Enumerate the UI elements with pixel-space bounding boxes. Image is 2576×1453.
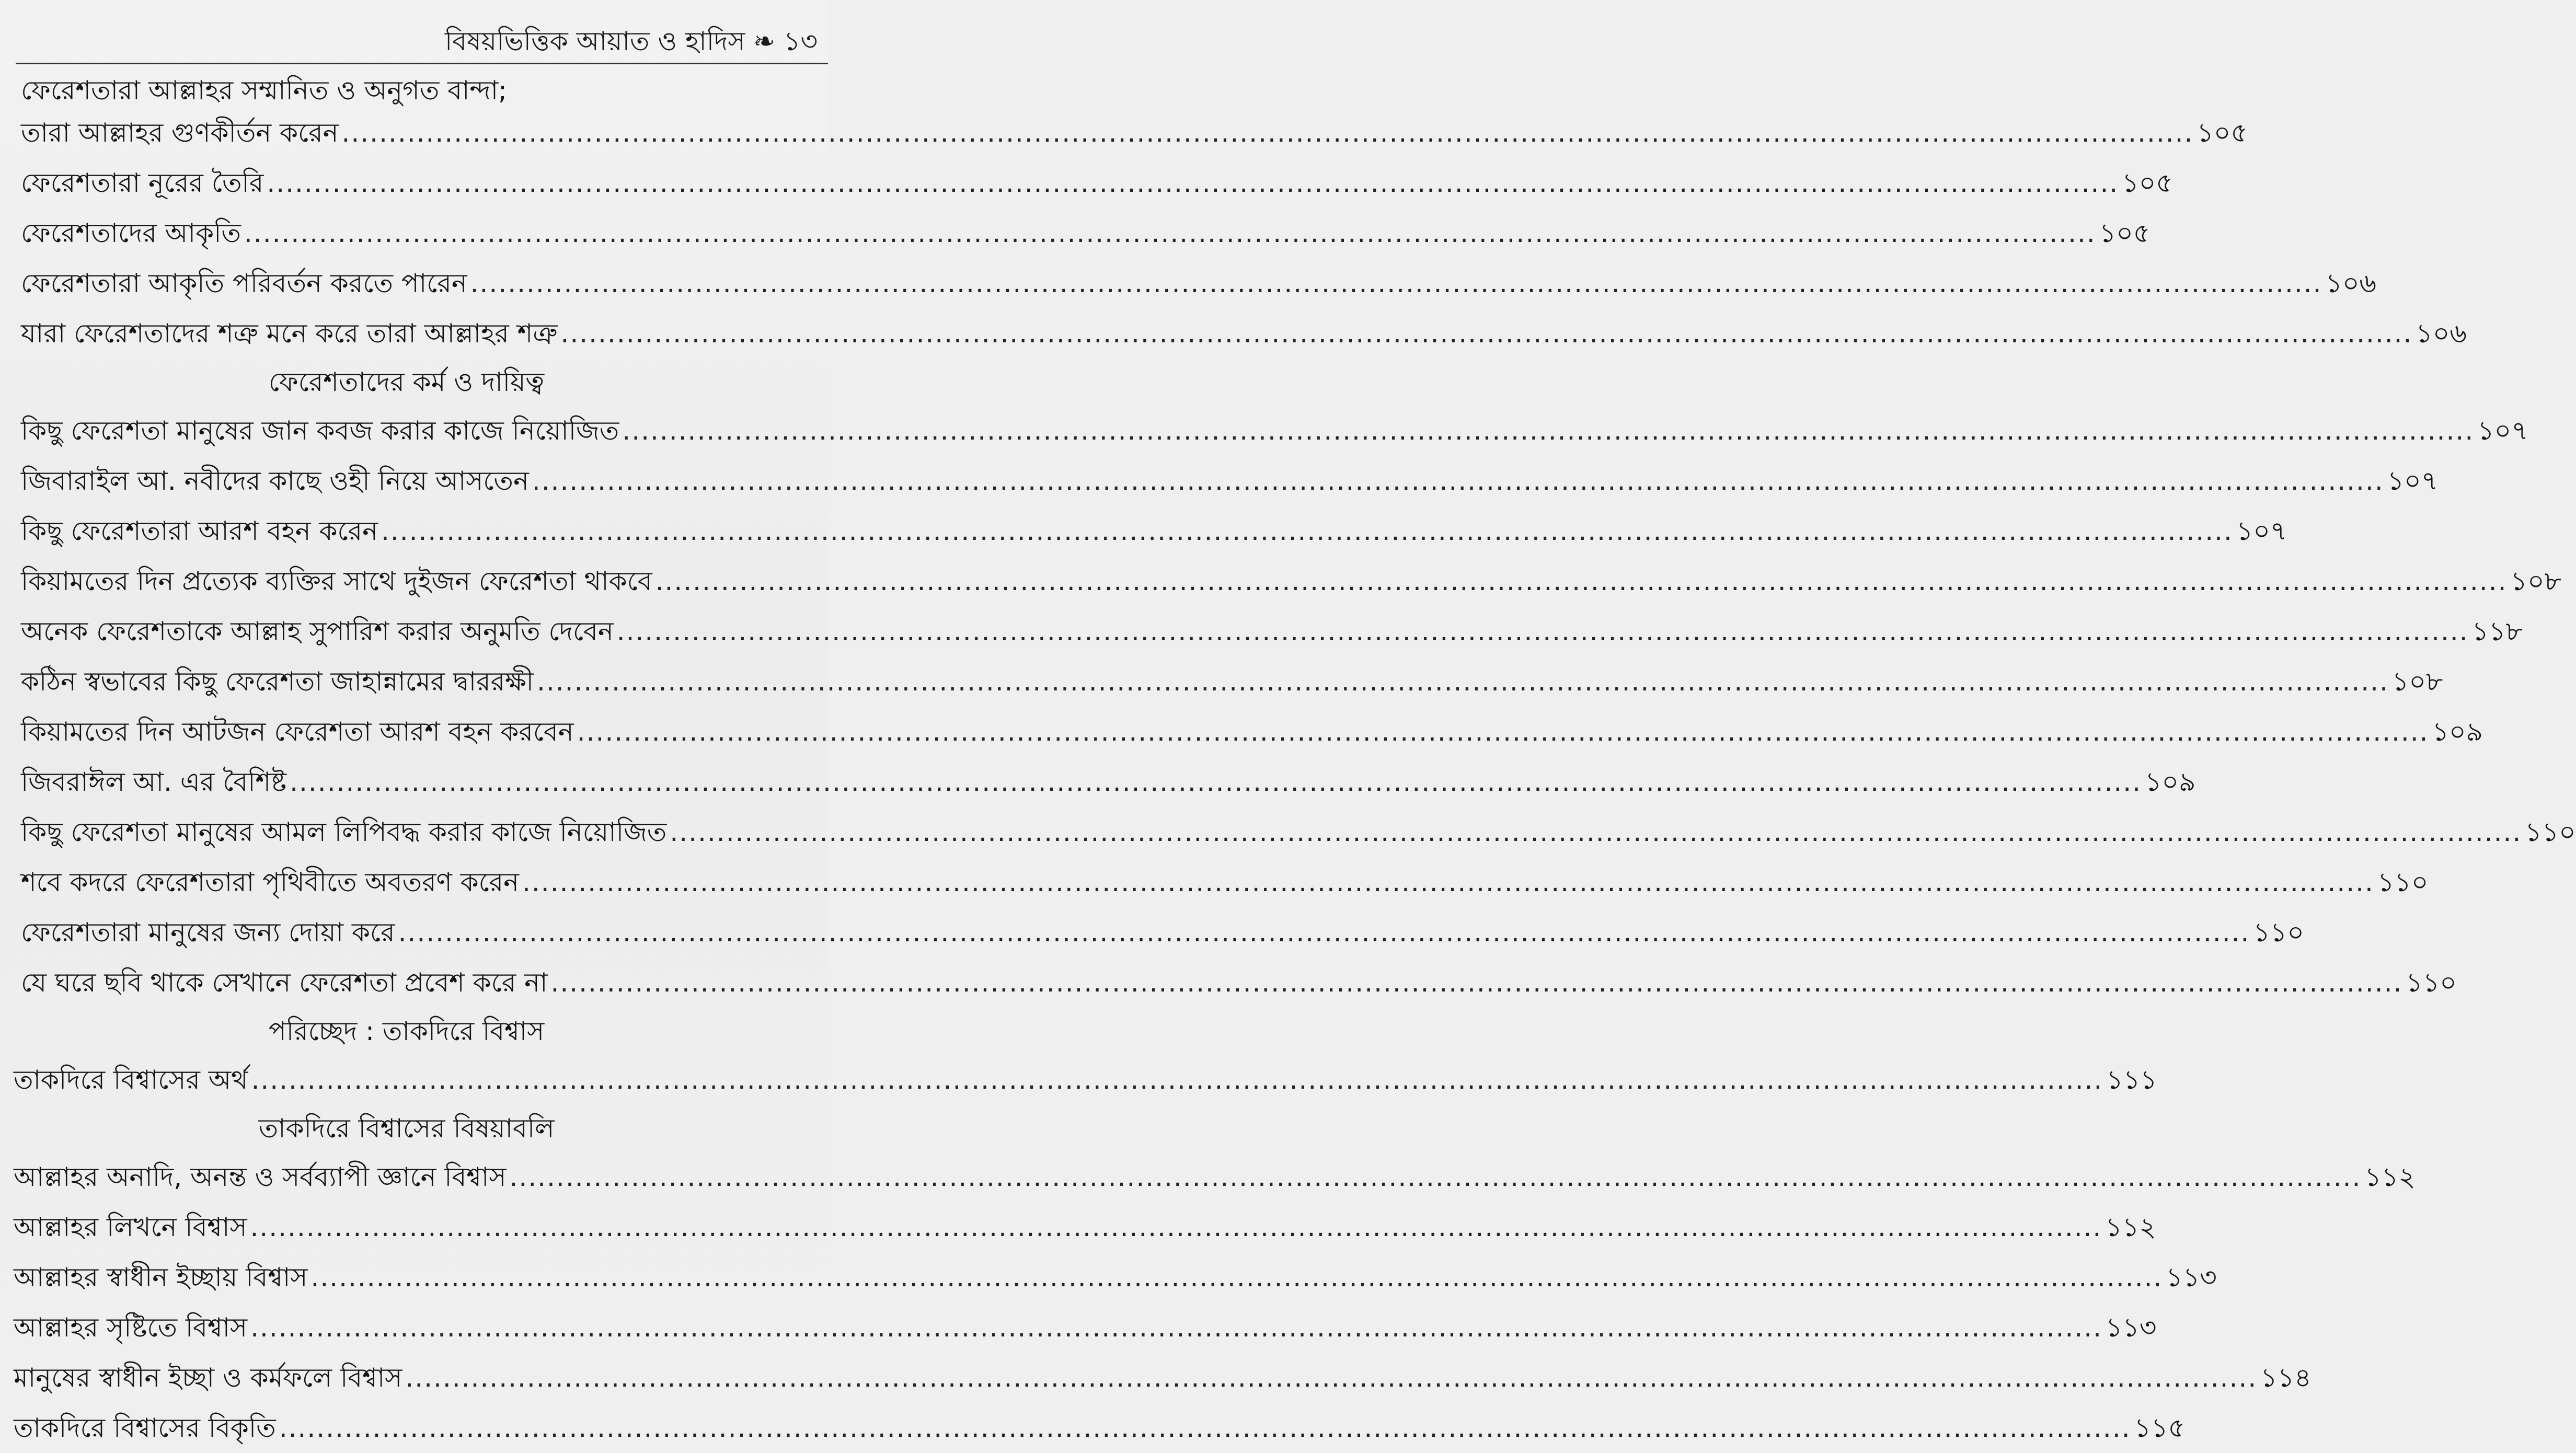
leader-dots [251,1055,2103,1105]
toc-entry-title: কিয়ামতের দিন প্রত্যেক ব্যক্তির সাথে দুইজন ফেরেশতা থাকবে [21,566,652,596]
leader-dots [537,656,2389,707]
toc-entry-page: ১১০ [2406,967,2457,998]
toc-entry-title: আল্লাহর স্বাধীন ইচ্ছায় বিশ্বাস [14,1262,308,1293]
leader-dots [381,506,2233,556]
leader-dots [470,258,2322,308]
toc-entry-page: ১০৫ [2099,218,2150,248]
toc-entry-page: ১১০ [2377,867,2429,897]
toc-entry-page: ১১৩ [2166,1262,2217,1293]
toc-entry-title: কঠিন স্বভাবের কিছু ফেরেশতা জাহান্নামের দ্বাররক্ষী [21,666,534,697]
toc-entry-title: কিছু ফেরেশতারা আরশ বহন করেন [21,516,378,546]
toc-entry [21,308,2467,359]
toc-entry-page: ১০৫ [2122,168,2173,198]
toc-entry-title: যে ঘরে ছবি থাকে সেখানে ফেরেশতা প্রবেশ করে না [21,967,548,998]
toc-entry-title: তাকদিরে বিশ্বাসের বিকৃতি [14,1413,276,1443]
toc-entry-title: ফেরেশতারা নূরের তৈরি [21,168,264,198]
toc-entry-page: ১১০ [2253,917,2304,948]
toc-entry-page: ১০৭ [2236,516,2287,546]
toc-entry-title: ফেরেশতারা আকৃতি পরিবর্তন করতে পারেন [21,268,467,298]
leader-dots [522,857,2374,907]
toc-entry-page: ১০৯ [2432,717,2483,747]
section-heading: তাকদিরে বিশ্বাসের বিষয়াবলি [258,1113,555,1144]
toc-entry [14,1152,2416,1202]
leader-dots [509,1152,2361,1202]
toc-entry-title: আল্লাহর সৃষ্টিতে বিশ্বাস [14,1312,248,1343]
toc-entry-title: ফেরেশতাদের আকৃতি [21,218,241,248]
toc-entry-page: ১০৬ [2325,268,2377,298]
toc-entry-title: কিছু ফেরেশতা মানুষের আমল লিপিবদ্ধ করার কাজে নিয়োজিত [21,817,667,847]
toc-entry-title: আল্লাহর লিখনে বিশ্বাস [14,1212,247,1242]
toc-entry-title: ফেরেশতারা মানুষের জন্য দোয়া করে [21,917,395,948]
toc-entry [21,108,2248,158]
toc-entry-page: ১১১ [2106,1065,2157,1095]
toc-entry-page: ১১৪ [2260,1363,2312,1393]
toc-entry [14,1055,2157,1105]
toc-entry-title: কিছু ফেরেশতা মানুষের জান কবজ করার কাজে নিয়োজিত [21,416,619,446]
toc-entry [21,958,2457,1008]
leader-dots [617,606,2469,656]
toc-entry-page: ১০৭ [2477,416,2528,446]
toc-entry [21,857,2429,907]
toc-entry [21,208,2150,258]
toc-entry-page: ১০৭ [2387,466,2439,496]
toc-entry-page: ১১৫ [2134,1413,2185,1443]
toc-entry [21,556,2561,606]
leader-dots [342,108,2194,158]
leader-dots [279,1403,2131,1453]
toc-entry [21,506,2287,556]
toc-entry [14,1353,2312,1403]
leader-dots [398,907,2250,958]
toc-entry-page: ১০৮ [2510,566,2561,596]
leader-dots [250,1302,2102,1353]
leader-dots [560,308,2412,359]
running-header: বিষয়ভিত্তিক আয়াত ও হাদিস ❧ ১৩ [444,26,818,56]
toc-entry-title: জিবরাঈল আ. এর বৈশিষ্ট [21,767,287,797]
toc-entry-title: আল্লাহর অনাদি, অনন্ত ও সর্বব্যাপী জ্ঞানে বিশ্বাস [14,1162,507,1192]
toc-entry [21,258,2377,308]
toc-entry [21,158,2173,208]
leader-dots [656,556,2508,606]
toc-entry [21,757,2196,807]
toc-entry-page: ১১৩ [2106,1312,2157,1343]
toc-entry [14,1252,2217,1302]
toc-entry [14,1302,2157,1353]
toc-entry-title: মানুষের স্বাধীন ইচ্ছা ও কর্মফলে বিশ্বাস [14,1363,402,1393]
leader-dots [405,1353,2257,1403]
toc-entry [21,606,2523,656]
toc-entry-page: ১০৮ [2391,666,2443,697]
leader-dots [244,208,2096,258]
leader-dots [310,1252,2163,1302]
leader-dots [250,1202,2102,1252]
toc-entry-title: তাকদিরে বিশ্বাসের অর্থ [14,1065,248,1095]
toc-entry-title: যারা ফেরেশতাদের শত্রু মনে করে তারা আল্লাহর শত্রু [21,318,558,349]
leader-dots [670,807,2522,857]
toc-entry-title: শবে কদরে ফেরেশতারা পৃথিবীতে অবতরণ করেন [21,867,520,897]
toc-entry [21,807,2576,857]
toc-entry [21,707,2483,757]
leader-dots [550,958,2402,1008]
toc-entry-title: অনেক ফেরেশতাকে আল্লাহ সুপারিশ করার অনুমতি দেবেন [21,616,614,647]
toc-intro-line [21,67,792,108]
section-heading: পরিচ্ছেদ : তাকদিরে বিশ্বাস [268,1016,545,1046]
toc-entry [21,406,2528,456]
table-of-contents [14,67,2576,1453]
toc-entry-title: কিয়ামতের দিন আটজন ফেরেশতা আরশ বহন করবেন [21,717,574,747]
toc-entry [14,1403,2185,1453]
toc-entry-title: তারা আল্লাহর গুণকীর্তন করেন [21,118,339,148]
toc-entry [14,1202,2156,1252]
toc-entry-page: ১০৫ [2196,118,2248,148]
leader-dots [577,707,2429,757]
leader-dots [622,406,2474,456]
toc-entry-page: ১১৮ [2471,616,2523,647]
toc-entry [21,907,2304,958]
toc-entry-page: ১১০ [2525,817,2576,847]
toc-entry [21,456,2439,506]
toc-entry-title: জিবারাইল আ. নবীদের কাছে ওহী নিয়ে আসতেন [21,466,529,496]
toc-entry-page: ১১২ [2364,1162,2416,1192]
section-heading: ফেরেশতাদের কর্ম ও দায়িত্ব [268,367,545,397]
leader-dots [267,158,2119,208]
toc-entry [21,656,2443,707]
toc-intro-text: ফেরেশতারা আল্লাহর সম্মানিত ও অনুগত বান্দা; [21,75,507,106]
leader-dots [290,757,2142,807]
toc-entry-page: ১১২ [2105,1212,2156,1242]
leader-dots [532,456,2384,506]
header-rule [16,63,828,64]
toc-entry-page: ১০৬ [2416,318,2467,349]
toc-entry-page: ১০৯ [2145,767,2196,797]
